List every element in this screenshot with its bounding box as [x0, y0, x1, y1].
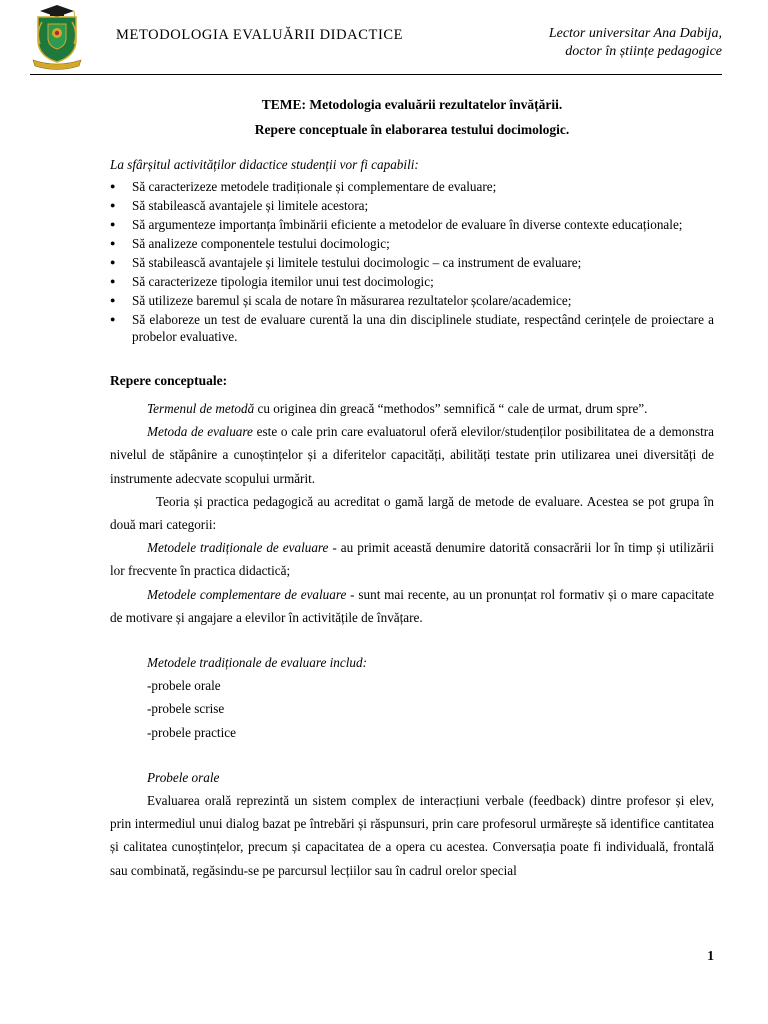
paragraph-theory-practice: Teoria și practica pedagogică au acreditat o gamă largă de metode de evaluare. Acestea se pot grupa în două mari categorii:	[110, 493, 714, 533]
term-italic: Metoda de evaluare	[147, 424, 253, 440]
objective-item: ● Să caracterizeze metodele tradiționale și complementare de evaluare;	[110, 178, 714, 195]
document-header-author	[482, 25, 722, 61]
objective-item: ● Să analizeze componentele testului docimologic;	[110, 235, 714, 252]
document-header-title: METODOLOGIA EVALUĂRII DIDACTICE	[116, 27, 404, 43]
topic-title: TEME: Metodologia evaluării rezultatelor învățării.	[261, 97, 563, 112]
topic-subtitle: Repere conceptuale în elaborarea testului docimologic.	[254, 122, 570, 137]
traditional-method-item: -probele scrise	[147, 701, 225, 717]
paragraph-traditional-methods	[110, 536, 714, 582]
term-italic: Metodele tradiționale de evaluare	[147, 540, 329, 556]
paragraph-text: cu originea din greacă “methodos” semnifică “ cale de urmat, drum spre”.	[254, 401, 648, 416]
paragraph-oral-evaluation: Evaluarea orală reprezintă un sistem complex de interacțiuni verbale (feedback) dintre profesor și elev, prin intermediul unui dialog bazat pe întrebări și răspunsuri, prin care profesorul urmărește să identifice cantitatea și calitatea cunoștințelor, precum și capacitatea de a opera cu acestea. Conversația poate fi individuală, frontală sau combinată, regăsindu-se pe parcursul lecțiilor sau în cadrul orelor special	[110, 793, 714, 878]
objective-item: ● Să utilizeze baremul și scala de notare în măsurarea rezultatelor școlare/academice;	[110, 292, 714, 309]
author-name: Lector universitar Ana Dabija,	[548, 26, 722, 41]
document-body	[110, 92, 714, 882]
objectives-intro: La sfârșitul activităților didactice studenții vor fi capabili:	[110, 157, 419, 172]
paragraph-text: - sunt mai recente, au un pronunțat rol formativ și o mare capacitate de motivare și angajare a elevilor în activitățile de învățare.	[110, 586, 714, 625]
header-divider	[30, 74, 722, 75]
paragraph-complementary-methods	[110, 583, 714, 629]
spacer	[110, 629, 714, 651]
paragraph-text: - au primit această denumire datorită consacrării lor în timp și utilizării lor frecvente în practica didactică;	[110, 540, 714, 579]
spacer	[110, 744, 714, 766]
author-degree: doctor în științe pedagogice	[565, 44, 722, 59]
traditional-method-item: -probele practice	[147, 724, 236, 740]
paragraph-text: este o cale prin care evaluatorul oferă elevilor/studenților posibilitatea de a demonstra nivelul de stăpânire a cunoștințelor și a diferitelor capacități, abilități testate prin utilizarea unei diversități de instrumente adecvate scopului urmărit.	[110, 424, 714, 486]
paragraph-method-term	[110, 397, 714, 420]
objectives-list	[110, 178, 714, 345]
objective-item: ● Să stabilească avantajele și limitele testului docimologic – ca instrument de evaluare;	[110, 254, 714, 271]
paragraph-evaluation-method	[110, 420, 714, 490]
traditional-method-item: -probele orale	[147, 678, 221, 694]
page-number: 1	[707, 948, 714, 963]
objective-item: ● Să argumenteze importanța îmbinării eficiente a metodelor de evaluare în diverse contexte educaționale;	[110, 216, 714, 233]
objective-item: ● Să elaboreze un test de evaluare curentă la una din disciplinele studiate, respectând cerințele de proiectare a probelor evaluative.	[110, 311, 714, 345]
objective-item: ● Să stabilească avantajele și limitele acestora;	[110, 197, 714, 214]
term-italic: Termenul de metodă	[147, 401, 255, 416]
oral-tests-heading: Probele orale	[147, 769, 220, 785]
objective-item: ● Să caracterizeze tipologia itemilor unui test docimologic;	[110, 273, 714, 290]
university-crest-logo	[30, 4, 84, 70]
traditional-methods-intro: Metodele tradiționale de evaluare includ:	[147, 655, 367, 671]
section-heading-concepts: Repere conceptuale:	[110, 373, 228, 388]
term-italic: Metodele complementare de evaluare	[147, 586, 347, 602]
